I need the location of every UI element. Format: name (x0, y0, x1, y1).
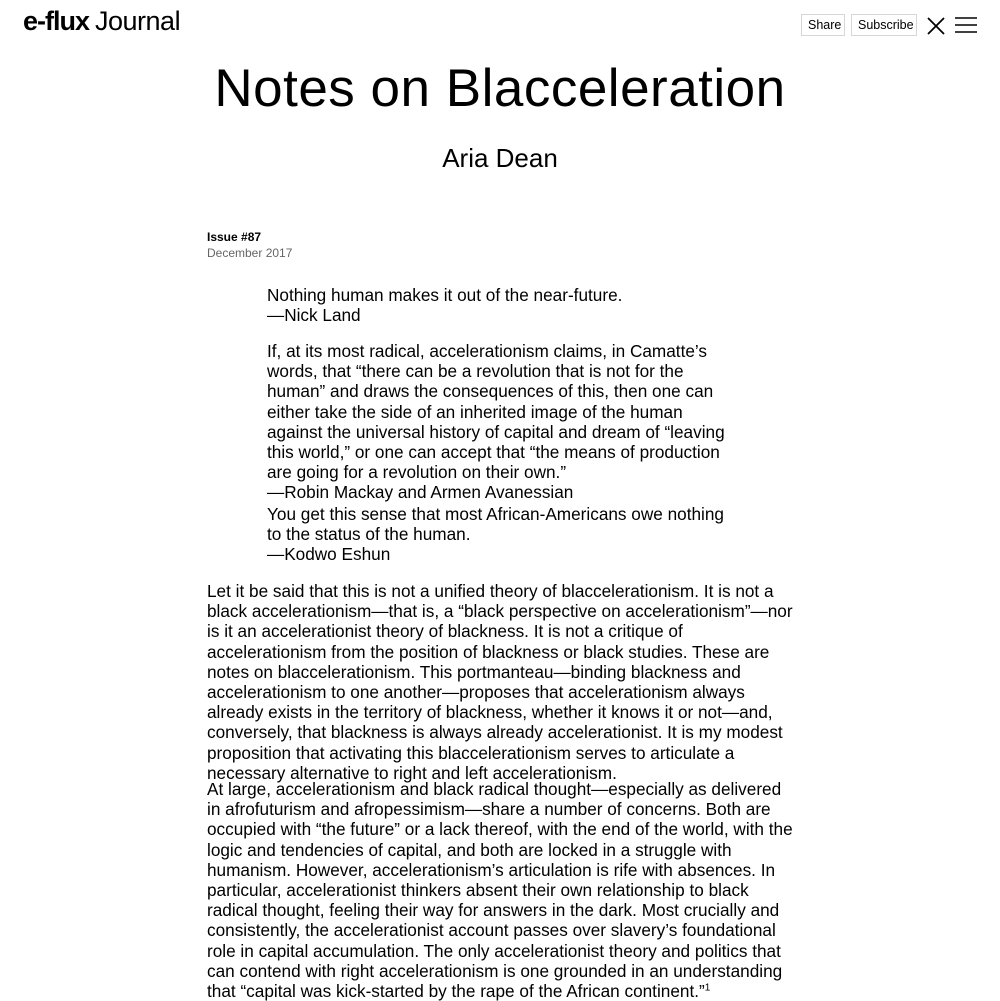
epigraph-text: You get this sense that most African-Americans owe nothing to the status of the human. (267, 504, 724, 545)
epigraph-text: If, at its most radical, accelerationism claims, in Camatte’s words, that “there can be a revolution that is not for the human” and draws the consequences of this, then one can either take the side of an inherited image of the human against the universal history of capital and dream of “leaving this world,” or one can accept that “the means of production are going for a revolution on their own.” (267, 341, 725, 483)
epigraph-text: Nothing human makes it out of the near-future. (267, 285, 623, 305)
paragraph-text: At large, accelerationism and black radical thought—especially as delivered in afrofuturism and afropessimism—share a number of concerns. Both are occupied with “the future” or a lack thereof, with the end of the world, with the logic and tendencies of capital, and both are locked in a struggle with humanism. However, accelerationism’s articulation is rife with absences. In particular, accelerationist thinkers absent their own relationship to black radical thought, feeling their way for answers in the dark. Most crucially and consistently, the accelerationist account passes over slavery’s foundational role in capital accumulation. The only accelerationist theory and politics that can contend with right accelerationism is one grounded in an understanding that “capital was kick-started by the rape of the African continent.” (207, 779, 793, 1001)
logo-brand: e-flux (23, 6, 90, 36)
paragraph-text: Let it be said that this is not a unified theory of blaccelerationism. It is not a black accelerationism—that is, a “black perspective on accelerationism”—nor is it an accelerationist theory of blackness. It is not a critique of accelerationism from the position of blackness or black studies. These are notes on blaccelerationism. This portmanteau—binding blackness and accelerationism to one another—proposes that accelerationism always already exists in the territory of blackness, whether it knows it or not—and, conversely, that blackness is always already accelerationist. It is my modest proposition that activating this blaccelerationism serves to articulate a necessary alternative to right and left accelerationism. (207, 581, 793, 783)
issue-number[interactable]: Issue #87 (207, 230, 262, 244)
close-icon[interactable] (927, 17, 945, 35)
site-logo[interactable] (23, 6, 180, 37)
site-header (0, 0, 1000, 50)
epigraph-attribution: —Kodwo Eshun (267, 544, 391, 565)
menu-icon[interactable] (955, 16, 977, 34)
epigraph (267, 341, 737, 503)
issue-date: December 2017 (207, 246, 293, 260)
epigraph (267, 285, 737, 325)
epigraph-attribution: —Nick Land (267, 305, 361, 326)
footnote-marker[interactable]: 1 (704, 982, 711, 994)
epigraph (267, 504, 737, 565)
subscribe-button[interactable]: Subscribe (851, 14, 917, 36)
paragraph-with-footnote (207, 779, 797, 1001)
article-title: Notes on Blacceleration (214, 59, 786, 118)
article-author[interactable]: Aria Dean (442, 143, 558, 173)
body-paragraph (207, 581, 797, 783)
logo-section: Journal (95, 6, 181, 36)
body-paragraph (207, 779, 797, 1001)
epigraph-attribution: —Robin Mackay and Armen Avanessian (267, 482, 574, 503)
share-button[interactable]: Share (801, 14, 845, 36)
